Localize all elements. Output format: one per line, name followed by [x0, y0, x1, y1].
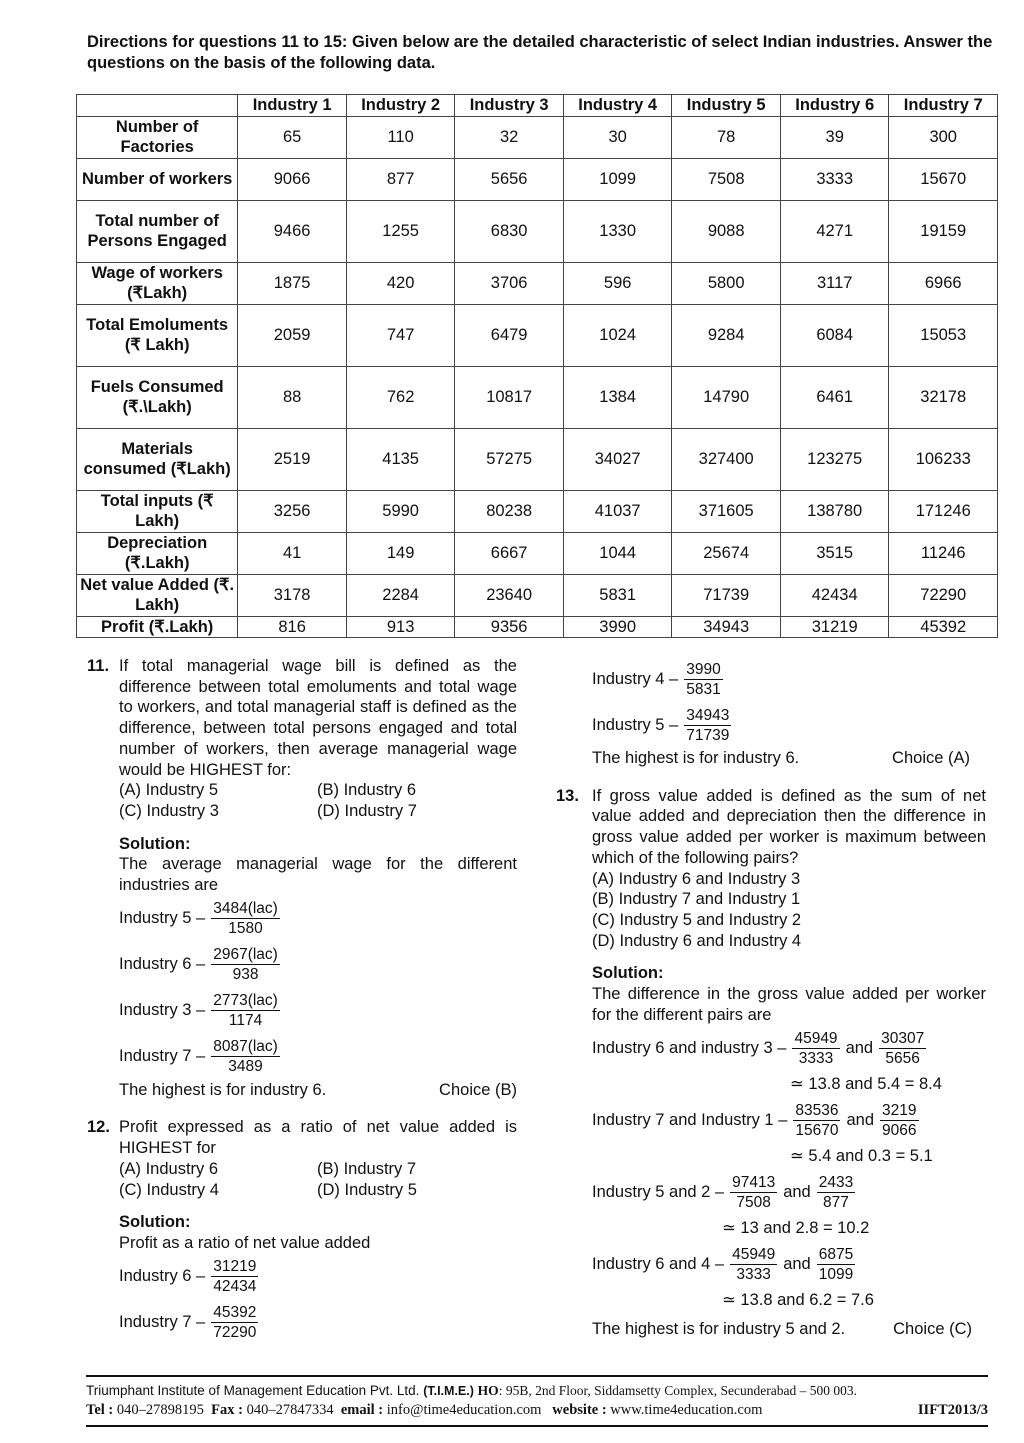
fraction: $\frac{\text{2967(lac)}}{938}$: [213, 946, 278, 984]
fraction-label: Industry 7 –: [119, 1313, 206, 1332]
table-header-row: [77, 95, 998, 117]
table-cell: 80238: [455, 490, 564, 532]
fraction-label: Industry 6 –: [119, 1267, 206, 1286]
option-d: (D) Industry 6 and Industry 4: [592, 931, 802, 950]
option-a: (A) Industry 6 and Industry 3: [592, 869, 801, 888]
tel-number: 040–27898195: [116, 1402, 204, 1418]
table-cell: 14790: [672, 366, 781, 428]
table-cell: 371605: [672, 490, 781, 532]
fraction-label: Industry 5 –: [119, 909, 206, 928]
tel-label: Tel :: [86, 1402, 114, 1418]
column-header: Industry 3: [455, 95, 564, 117]
fraction: $\frac{45949}{3333}$: [732, 1245, 776, 1283]
and-text: and: [845, 1039, 874, 1058]
table-cell: 1099: [563, 158, 672, 200]
question-12: [87, 1117, 517, 1158]
fraction: $\frac{45949}{3333}$: [794, 1029, 838, 1067]
table-cell: 3117: [780, 262, 889, 304]
table-cell: 6667: [455, 532, 564, 574]
row-label: Depreciation (₹.Lakh): [77, 532, 238, 574]
table-cell: 2284: [346, 574, 455, 616]
institute-name: Triumphant Institute of Management Education Pvt. Ltd.: [86, 1383, 420, 1398]
and-text: and: [783, 1183, 811, 1202]
table-cell: 15670: [889, 158, 998, 200]
row-label: Materials consumed (₹Lakh): [77, 428, 238, 490]
question-text: Profit expressed as a ratio of net value added is HIGHEST for: [119, 1118, 517, 1158]
option-b: (B) Industry 7: [317, 1159, 417, 1178]
table-cell: 1875: [238, 262, 347, 304]
ho-label: HO: [477, 1383, 499, 1398]
solution-title: Solution:: [592, 964, 664, 983]
table-cell: 1255: [346, 200, 455, 262]
solution-13: [556, 963, 986, 1340]
fraction: $\frac{2433}{877}$: [818, 1173, 854, 1211]
table-cell: 420: [346, 262, 455, 304]
option-c: (C) Industry 3: [119, 801, 219, 820]
table-cell: 7508: [672, 158, 781, 200]
table-cell: 171246: [889, 490, 998, 532]
table-row: [77, 366, 998, 428]
pair-row: [592, 1241, 986, 1287]
table-cell: 5800: [672, 262, 781, 304]
solution-intro: The average managerial wage for the different industries are: [119, 855, 517, 895]
option-b: (B) Industry 7 and Industry 1: [592, 890, 801, 909]
fraction: $\frac{83536}{15670}$: [795, 1101, 839, 1139]
pair-row: [592, 1169, 986, 1215]
table-row: [77, 490, 998, 532]
footer-rule-bottom: [86, 1425, 988, 1427]
table-cell: 9466: [238, 200, 347, 262]
table-cell: 3706: [455, 262, 564, 304]
question-text: If gross value added is defined as the sum of net value added and depreciation then the difference in gross value added per worker is maximum between which of the following pairs?: [592, 786, 986, 867]
answer-choice: Choice (B): [439, 1080, 517, 1099]
fraction: $\frac{45392}{72290}$: [213, 1304, 257, 1342]
fraction-row: [119, 942, 517, 988]
table-cell: 300: [889, 116, 998, 158]
table-cell: 72290: [889, 574, 998, 616]
solution-conclusion: [592, 1319, 986, 1340]
option-c: (C) Industry 5 and Industry 2: [592, 910, 802, 929]
question-text: If total managerial wage bill is defined as the difference between total emoluments and total wage to workers, and total managerial staff is defined as the difference, between total persons engaged and total number of workers, then average managerial wage would be HIGHEST for:: [119, 657, 517, 779]
table-cell: 15053: [889, 304, 998, 366]
table-cell: 6461: [780, 366, 889, 428]
fraction: $\frac{6875}{1099}$: [818, 1245, 854, 1283]
table-cell: 138780: [780, 490, 889, 532]
question-13: [556, 786, 986, 869]
fraction: $\frac{97413}{7508}$: [732, 1173, 776, 1211]
row-label: Fuels Consumed (₹.\Lakh): [77, 366, 238, 428]
table-cell: 9066: [238, 158, 347, 200]
footer-address-line: [86, 1383, 988, 1399]
fraction-label: Industry 3 –: [119, 1001, 206, 1020]
table-cell: 34943: [672, 616, 781, 638]
directions-text: Directions for questions 11 to 15: Given below are the detailed characteristic of select Indian industries. Answer the questions on the basis of the following data.: [87, 33, 993, 72]
pair-label: Industry 7 and Industry 1 –: [592, 1111, 788, 1130]
table-cell: 2519: [238, 428, 347, 490]
table-cell: 327400: [672, 428, 781, 490]
industry-data-table: [76, 94, 998, 638]
table-cell: 88: [238, 366, 347, 428]
table-header-corner: [77, 95, 238, 117]
table-cell: 6830: [455, 200, 564, 262]
fraction-label: Industry 7 –: [119, 1047, 206, 1066]
table-row: [77, 574, 998, 616]
table-row: [77, 158, 998, 200]
fraction: $\frac{31219}{42434}$: [213, 1258, 257, 1296]
email-link[interactable]: info@time4education.com: [386, 1402, 542, 1418]
email-label: email :: [340, 1402, 384, 1418]
and-text: and: [846, 1111, 875, 1130]
table-cell: 71739: [672, 574, 781, 616]
fraction-row: [119, 988, 517, 1034]
solution-intro: Profit as a ratio of net value added: [119, 1233, 371, 1252]
answer-choice: Choice (C): [893, 1320, 972, 1339]
table-cell: 3178: [238, 574, 347, 616]
question-number: 11.: [87, 657, 110, 675]
table-cell: 4271: [780, 200, 889, 262]
table-cell: 39: [780, 116, 889, 158]
solution-conclusion: [592, 748, 986, 769]
table-cell: 41037: [563, 490, 672, 532]
pair-result: ≃ 5.4 and 0.3 = 5.1: [790, 1147, 933, 1166]
fraction-row: [119, 1034, 517, 1080]
row-label: Net value Added (₹. Lakh): [77, 574, 238, 616]
question-11-options: [87, 780, 517, 821]
table-cell: 78: [672, 116, 781, 158]
column-header: Industry 1: [238, 95, 347, 117]
option-a: (A) Industry 6: [119, 1159, 219, 1178]
table-cell: 31219: [780, 616, 889, 638]
solution-11: [87, 834, 517, 1101]
question-11: [87, 656, 517, 780]
fraction: $\frac{\text{2773(lac)}}{1174}$: [213, 992, 278, 1030]
left-column: [87, 656, 517, 1346]
table-cell: 25674: [672, 532, 781, 574]
table-cell: 2059: [238, 304, 347, 366]
pair-label: Industry 5 and 2 –: [592, 1183, 725, 1202]
table-row: [77, 200, 998, 262]
fraction-row: [119, 1300, 517, 1346]
question-12-options: [87, 1159, 517, 1200]
fraction: $\frac{30307}{5656}$: [881, 1029, 925, 1067]
pair-label: Industry 6 and industry 3 –: [592, 1039, 787, 1058]
table-cell: 23640: [455, 574, 564, 616]
pair-row: [592, 1097, 986, 1143]
table-cell: 747: [346, 304, 455, 366]
table-cell: 65: [238, 116, 347, 158]
fraction-row: [592, 656, 986, 702]
fax-number: 040–27847334: [246, 1402, 334, 1418]
table-cell: 6479: [455, 304, 564, 366]
row-label: Number of workers: [77, 158, 238, 200]
table-cell: 32: [455, 116, 564, 158]
table-cell: 5656: [455, 158, 564, 200]
table-cell: 5990: [346, 490, 455, 532]
table-cell: 34027: [563, 428, 672, 490]
column-header: Industry 7: [889, 95, 998, 117]
column-header: Industry 6: [780, 95, 889, 117]
pair-result: ≃ 13.8 and 6.2 = 7.6: [722, 1291, 874, 1310]
table-cell: 41: [238, 532, 347, 574]
and-text: and: [783, 1255, 811, 1274]
table-row: [77, 262, 998, 304]
footer-contact-line: [86, 1402, 988, 1419]
table-cell: 596: [563, 262, 672, 304]
table-cell: 5831: [563, 574, 672, 616]
option-a: (A) Industry 5: [119, 781, 219, 800]
table-cell: 45392: [889, 616, 998, 638]
solution-intro: The difference in the gross value added per worker for the different pairs are: [592, 985, 986, 1024]
row-label: Wage of workers (₹Lakh): [77, 262, 238, 304]
website-link[interactable]: www.time4education.com: [610, 1402, 763, 1418]
table-cell: 1384: [563, 366, 672, 428]
table-row: [77, 532, 998, 574]
pair-result: ≃ 13.8 and 5.4 = 8.4: [790, 1075, 942, 1094]
table-row: [77, 616, 998, 638]
option-d: (D) Industry 5: [317, 1180, 417, 1199]
table-cell: 762: [346, 366, 455, 428]
question-number: 12.: [87, 1118, 110, 1137]
table-cell: 30: [563, 116, 672, 158]
fraction-label: Industry 5 –: [592, 715, 679, 734]
table-cell: 42434: [780, 574, 889, 616]
table-cell: 1330: [563, 200, 672, 262]
fraction-row: [119, 1254, 517, 1300]
pair-result: ≃ 13 and 2.8 = 10.2: [722, 1219, 870, 1238]
table-cell: 6084: [780, 304, 889, 366]
pair-label: Industry 6 and 4 –: [592, 1255, 725, 1274]
table-cell: 3515: [780, 532, 889, 574]
page-footer: [86, 1375, 988, 1427]
right-column: [556, 656, 986, 1340]
solution-12: [87, 1212, 517, 1345]
row-label: Total Emoluments (₹ Lakh): [77, 304, 238, 366]
fraction: $\frac{3990}{5831}$: [686, 660, 721, 698]
table-cell: 32178: [889, 366, 998, 428]
table-cell: 3990: [563, 616, 672, 638]
table-row: [77, 116, 998, 158]
conclusion-text: The highest is for industry 5 and 2.: [592, 1320, 846, 1339]
row-label: Number of Factories: [77, 116, 238, 158]
table-cell: 6966: [889, 262, 998, 304]
solution-title: Solution:: [119, 1213, 191, 1232]
table-cell: 123275: [780, 428, 889, 490]
footer-rule-top: [86, 1375, 988, 1377]
table-cell: 9088: [672, 200, 781, 262]
website-label: website :: [552, 1402, 607, 1418]
table-cell: 149: [346, 532, 455, 574]
table-cell: 57275: [455, 428, 564, 490]
table-cell: 19159: [889, 200, 998, 262]
table-cell: 10817: [455, 366, 564, 428]
question-number: 13.: [556, 786, 579, 805]
table-cell: 816: [238, 616, 347, 638]
column-header: Industry 5: [672, 95, 781, 117]
fraction-row: [119, 896, 517, 942]
solution-12-continued: [556, 656, 986, 769]
row-label: Total inputs (₹ Lakh): [77, 490, 238, 532]
solution-title: Solution:: [119, 834, 191, 853]
option-b: (B) Industry 6: [317, 781, 417, 800]
table-row: [77, 428, 998, 490]
table-cell: 3333: [780, 158, 889, 200]
fax-label: Fax :: [211, 1402, 243, 1418]
fraction-label: Industry 4 –: [592, 669, 679, 688]
solution-conclusion: [119, 1080, 517, 1101]
fraction-row: [592, 702, 986, 748]
option-c: (C) Industry 4: [119, 1180, 219, 1199]
table-row: [77, 304, 998, 366]
fraction: $\frac{3219}{9066}$: [882, 1101, 917, 1139]
institute-brand: (T.I.M.E.): [423, 1384, 474, 1398]
answer-choice: Choice (A): [892, 749, 970, 767]
table-cell: 9356: [455, 616, 564, 638]
fraction: $\frac{\text{8087(lac)}}{3489}$: [213, 1038, 278, 1076]
table-cell: 877: [346, 158, 455, 200]
table-cell: 4135: [346, 428, 455, 490]
row-label: Profit (₹.Lakh): [77, 616, 238, 638]
table-cell: 3256: [238, 490, 347, 532]
ho-address: : 95B, 2nd Floor, Siddamsetty Complex, Secunderabad – 500 003.: [498, 1383, 857, 1398]
column-header: Industry 2: [346, 95, 455, 117]
row-label: Total number of Persons Engaged: [77, 200, 238, 262]
page-code: IIFT2013/3: [917, 1402, 988, 1418]
table-cell: 106233: [889, 428, 998, 490]
fraction: $\frac{34943}{71739}$: [686, 706, 730, 744]
fraction: $\frac{\text{3484(lac)}}{1580}$: [213, 900, 278, 938]
table-cell: 1024: [563, 304, 672, 366]
conclusion-text: The highest is for industry 6.: [119, 1080, 327, 1099]
column-header: Industry 4: [563, 95, 672, 117]
table-cell: 913: [346, 616, 455, 638]
option-d: (D) Industry 7: [317, 801, 417, 820]
fraction-label: Industry 6 –: [119, 955, 206, 974]
table-cell: 1044: [563, 532, 672, 574]
table-cell: 110: [346, 116, 455, 158]
question-13-options: [556, 869, 986, 952]
table-cell: 9284: [672, 304, 781, 366]
pair-row: [592, 1025, 986, 1071]
table-cell: 11246: [889, 532, 998, 574]
conclusion-text: The highest is for industry 6.: [592, 749, 800, 767]
